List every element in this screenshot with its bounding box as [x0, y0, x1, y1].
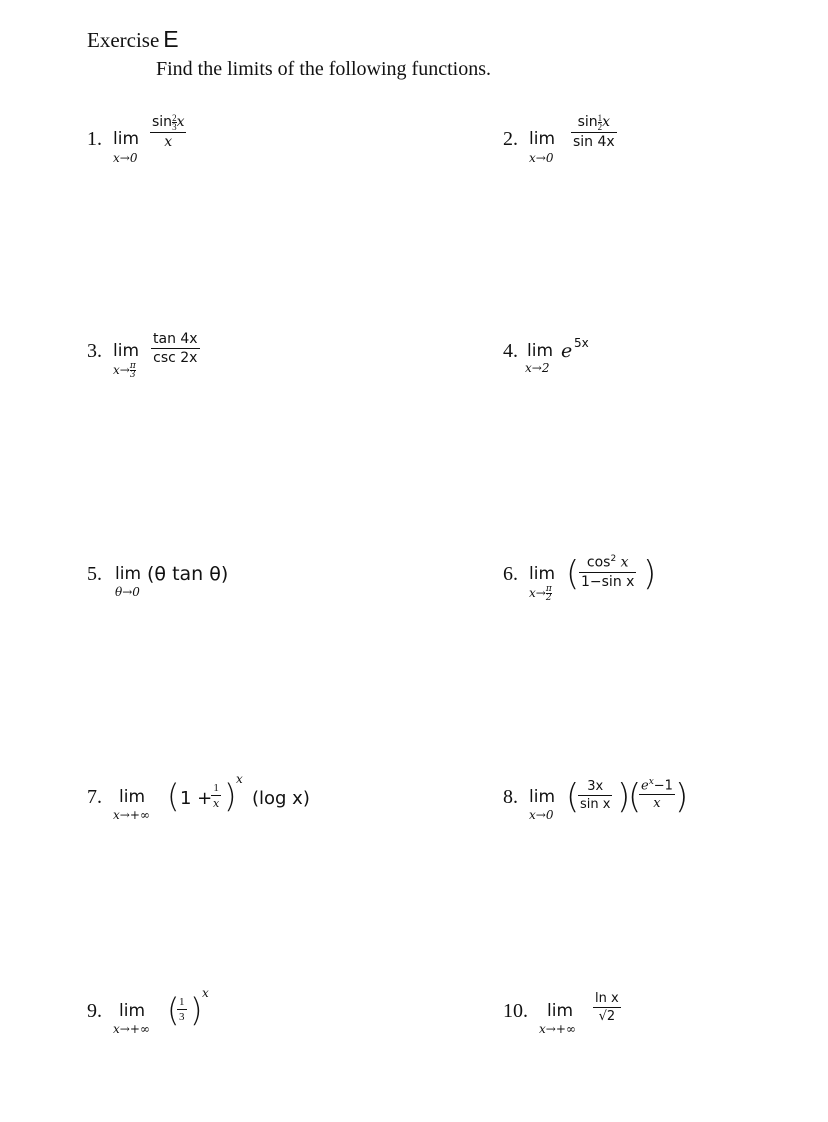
- expression: (θ tan θ): [147, 563, 229, 585]
- numerator-var: x: [602, 114, 611, 130]
- lim-approach: x→+∞: [539, 1022, 576, 1036]
- term-one: 1 +: [180, 788, 213, 809]
- lim-operator: lim: [119, 1001, 146, 1021]
- lim-operator: lim: [527, 341, 554, 361]
- left-paren: (: [167, 991, 180, 1029]
- base-fraction: [177, 996, 187, 1023]
- fraction-bar: [593, 1007, 621, 1008]
- numerator-var: x: [620, 554, 629, 571]
- lim-operator: lim: [113, 129, 140, 149]
- exp-power: 5x: [574, 336, 589, 350]
- approach-num: π: [129, 361, 136, 371]
- exp-num: 2: [172, 113, 177, 124]
- fraction-two-exp: x: [648, 777, 654, 787]
- problem-number: 2.: [503, 128, 518, 150]
- lim-approach: x→0: [529, 808, 554, 822]
- exp-den: 3: [172, 122, 177, 133]
- fraction-two-denominator: x: [653, 796, 661, 812]
- limit-fraction: [150, 114, 186, 150]
- lim-operator: lim: [113, 341, 140, 361]
- problem-number: 10.: [503, 1000, 528, 1022]
- exponent: x: [236, 772, 243, 786]
- exp-den: 2: [597, 122, 603, 133]
- limit-fraction: [151, 331, 200, 366]
- denominator: 1−sin x: [581, 573, 635, 590]
- right-paren-1: ): [617, 777, 631, 817]
- lim-approach: x→2: [525, 361, 550, 375]
- denominator: sin 4x: [573, 134, 615, 151]
- exercise-letter: E: [163, 26, 179, 52]
- lim-approach: [529, 585, 552, 602]
- lim-approach: x→0: [529, 151, 554, 165]
- approach-den: 2: [545, 593, 552, 603]
- right-paren: ): [224, 777, 237, 815]
- right-paren-2: ): [675, 777, 689, 817]
- inner-fraction: [211, 782, 221, 810]
- approach-prefix: x→: [529, 586, 546, 600]
- fraction-bar: [571, 132, 617, 133]
- denominator: csc 2x: [153, 350, 198, 366]
- fraction-one: [578, 779, 612, 812]
- denominator: x: [164, 134, 173, 151]
- numerator-func: cos: [586, 554, 611, 571]
- limit-fraction: [593, 991, 621, 1024]
- problem-number: 3.: [87, 340, 102, 362]
- base-denominator: 3: [179, 1011, 185, 1023]
- left-paren-2: (: [628, 777, 642, 817]
- numerator-var: x: [176, 114, 185, 130]
- problem-number: 6.: [503, 563, 518, 585]
- left-paren-1: (: [566, 777, 580, 817]
- exponent: x: [202, 986, 209, 1000]
- lim-operator: lim: [115, 564, 142, 584]
- approach-num: π: [545, 584, 552, 594]
- fraction-bar: [151, 348, 200, 349]
- numerator-func: sin: [577, 114, 598, 130]
- lim-approach: x→+∞: [113, 1022, 150, 1036]
- inner-denominator: x: [213, 797, 220, 810]
- exercise-title: [87, 26, 179, 53]
- problem-number: 7.: [87, 786, 102, 808]
- problem-number: 5.: [87, 563, 102, 585]
- approach-den: 3: [129, 370, 136, 380]
- lim-approach: [113, 362, 136, 379]
- fraction-bar: [578, 795, 612, 796]
- fraction-one-numerator: 3x: [587, 779, 604, 794]
- term-two: (log x): [252, 788, 310, 809]
- denominator: √2: [598, 1009, 616, 1024]
- fraction-one-denominator: sin x: [580, 797, 611, 812]
- fraction-bar: [639, 794, 675, 795]
- lim-operator: lim: [119, 787, 146, 807]
- fraction-bar: [211, 795, 221, 796]
- fraction-two-rest: −1: [653, 778, 673, 794]
- lim-operator: lim: [547, 1001, 574, 1021]
- base-numerator: 1: [179, 996, 185, 1008]
- lim-approach: x→+∞: [113, 808, 150, 822]
- problem-number: 9.: [87, 1000, 102, 1022]
- numerator: tan 4x: [153, 331, 198, 347]
- numerator-exp: 2: [610, 554, 617, 564]
- fraction-two-base: e: [641, 778, 649, 794]
- left-paren: (: [167, 777, 180, 815]
- lim-approach: x→0: [113, 151, 138, 165]
- limit-fraction: [571, 114, 617, 150]
- right-paren: ): [190, 991, 203, 1029]
- fraction-two: [639, 777, 675, 811]
- lim-operator: lim: [529, 564, 556, 584]
- left-paren: (: [566, 554, 580, 594]
- inner-numerator: 1: [213, 782, 219, 794]
- exercise-instruction: Find the limits of the following functions.: [156, 58, 491, 80]
- numerator: ln x: [595, 991, 619, 1006]
- exercise-title-text: Exercise: [87, 28, 160, 52]
- problem-number: 8.: [503, 786, 518, 808]
- fraction-bar: [177, 1009, 187, 1010]
- exp-num: 1: [597, 113, 603, 124]
- exp-base: e: [561, 340, 573, 362]
- problem-number: 1.: [87, 128, 102, 150]
- numerator-func: sin: [152, 114, 173, 130]
- lim-operator: lim: [529, 787, 556, 807]
- problem-number: 4.: [503, 340, 518, 362]
- fraction-bar: [579, 572, 636, 573]
- approach-prefix: x→: [113, 363, 130, 377]
- limit-fraction: [579, 554, 636, 590]
- lim-approach: θ→0: [115, 585, 140, 599]
- fraction-bar: [150, 132, 186, 133]
- lim-operator: lim: [529, 129, 556, 149]
- right-paren: ): [643, 554, 657, 594]
